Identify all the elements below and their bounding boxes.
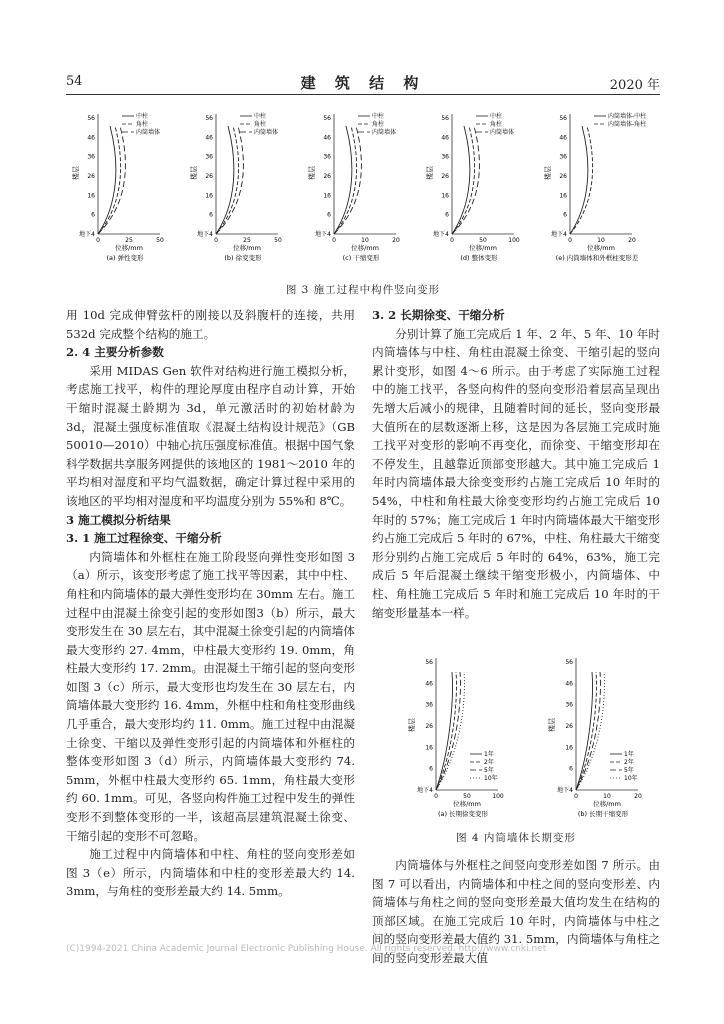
x-tick-label: 0 [96,237,100,244]
x-axis-label: 位移/mm [587,244,615,252]
y-tick-label: 26 [425,723,433,730]
x-tick-label: 0 [568,237,572,244]
series-curve [98,126,116,234]
y-tick-label: 26 [441,173,449,180]
x-axis-label: 位移/mm [115,244,143,252]
section-heading-3: 3 施工模拟分析结果 [66,512,171,527]
y-tick-label: 36 [425,701,433,709]
paragraph: 施工过程中内筒墙体和中柱、角柱的竖向变形差如图 3（e）所示，内筒墙体和中柱的变形差最大约 14. 3mm，与角柱的变形差最大约 14. 5mm。 [66,847,355,899]
y-tick-label: 地下4 [433,231,449,238]
y-tick-label: 地下4 [557,787,573,794]
running-header [66,72,660,94]
x-tick-label: 10 [361,237,369,244]
y-tick-label: 46 [205,134,213,142]
series-curve [576,672,596,790]
x-tick-label: 50 [479,237,487,244]
fig3-panel-5 [543,112,646,262]
legend-label: 中柱 [490,113,503,120]
y-tick-label: 16 [565,744,573,752]
y-tick-label: 46 [565,680,573,688]
y-tick-label: 6 [209,211,213,219]
panel-subtitle: (d) 整体变形 [460,254,498,262]
x-tick-label: 50 [274,237,282,244]
y-tick-label: 16 [425,744,433,752]
y-axis-label: 楼层 [72,166,80,180]
legend-label: 内筒墙体-中柱 [608,113,647,120]
y-tick-label: 56 [323,115,331,122]
y-tick-label: 地下4 [551,231,567,238]
legend-label: 5年 [484,767,494,774]
y-tick-label: 地下4 [197,231,213,238]
journal-year: 2020 年 [609,78,660,93]
legend-label: 10年 [624,775,638,782]
y-tick-label: 地下4 [315,231,331,238]
paragraph: 用 10d 完成伸臂弦杆的刚接以及斜腹杆的连接，共用 532d 完成整个结构的施工。 [66,308,355,341]
x-tick-label: 25 [243,237,251,244]
y-axis-label: 楼层 [408,718,416,732]
y-axis-label: 楼层 [190,166,198,180]
section-heading-3-2: 3. 2 长期徐变、干缩分析 [372,308,505,322]
x-tick-label: 0 [574,793,578,800]
y-tick-label: 16 [205,192,213,200]
x-tick-label: 20 [392,237,400,244]
y-tick-label: 46 [425,680,433,688]
x-tick-label: 50 [156,237,164,244]
panel-subtitle: (a) 长期徐变变形 [437,810,489,818]
y-tick-label: 16 [559,192,567,200]
x-axis-label: 位移/mm [593,800,621,808]
panel-subtitle: (c) 干缩变形 [342,254,380,262]
fig3-panel-1 [71,112,164,262]
series-curve [216,126,243,234]
legend-label: 1年 [484,751,494,758]
legend-label: 内筒墙体-角柱 [608,121,647,128]
y-tick-label: 26 [87,173,95,180]
fig3-panel-2 [189,112,282,262]
legend-label: 5年 [624,767,634,774]
y-axis-label: 楼层 [308,166,316,180]
fig4-panel-1 [407,658,504,818]
x-axis-label: 位移/mm [351,244,379,252]
y-tick-label: 46 [559,134,567,142]
section-heading-2-4: 2. 4 主要分析参数 [66,345,164,360]
fig3-panel-4 [425,112,520,262]
y-axis-label: 楼层 [426,166,434,180]
series-curve [436,672,456,790]
x-tick-label: 100 [492,793,504,800]
legend-label: 10年 [484,775,498,782]
figure-4-caption: 图 4 内筒墙体长期变形 [456,832,576,844]
y-tick-label: 26 [323,173,331,180]
x-axis-label: 位移/mm [233,244,261,252]
legend-label: 2年 [624,759,634,766]
y-tick-label: 16 [441,192,449,200]
x-tick-label: 25 [125,237,133,244]
panel-subtitle: (e) 内筒墙体和外框柱变形差 [555,254,639,262]
series-curve [216,126,239,234]
x-tick-label: 50 [463,793,471,800]
legend-label: 角柱 [372,121,385,128]
series-curve [98,126,121,234]
legend-label: 1年 [624,751,634,758]
series-curve [570,126,588,234]
legend-label: 内筒墙体 [372,129,397,136]
y-tick-label: 地下4 [417,787,433,794]
y-tick-label: 36 [205,153,213,161]
x-axis-label: 位移/mm [453,800,481,808]
y-tick-label: 6 [445,211,449,219]
y-axis-label: 楼层 [548,718,556,732]
y-tick-label: 36 [441,153,449,161]
y-tick-label: 6 [569,765,573,773]
y-tick-label: 26 [565,723,573,730]
y-tick-label: 56 [565,659,573,666]
figure-4 [400,652,680,827]
series-curve [216,126,234,234]
paragraph: 采用 MIDAS Gen 软件对结构进行施工模拟分析，考虑施工找平，构件的理论厚度由程序自动计算，开始干缩时混凝土龄期为 3d，单元激活时的初始材龄为 3d，混凝土强度标准值取《混凝土结构设计规范》（GB 50010—2010）中轴心抗压强度标准值。根据中国气象科学数据共享服务网提供的该地区的 1981～2010 年的平均相对湿度和平均气温数据，确定计算过程中采用的该地区的平均相对湿度和平均温度分别为 55%和 8℃。 [66,363,355,508]
legend-label: 内筒墙体 [254,129,279,136]
legend-label: 2年 [484,759,494,766]
legend-label: 角柱 [136,121,149,128]
fig4-panel-2 [547,658,642,818]
header-rule [66,94,660,95]
figure-3-caption: 图 3 施工过程中构件竖向变形 [285,284,441,296]
panel-subtitle: (b) 徐变变形 [224,254,262,262]
y-tick-label: 16 [87,192,95,200]
series-curve [98,126,125,234]
legend-label: 角柱 [490,121,503,128]
paragraph: 内筒墙体和外框柱在施工阶段竖向弹性变形如图 3（a）所示，该变形考虑了施工找平等因素，其中中柱、角柱和内筒墙体的最大弹性变形均在 30mm 左右。施工过程中由混凝土徐变引起的变形如图3（b）所示，最大变形发生在 30 层左右，其中混凝土徐变引起的内筒墙体最大变形约 27. 4mm，中柱最大变形约 19. 0mm，角柱最大变形约 17. 2mm。由混凝土干缩引起的竖向变形如图 3（c）所示，最大变形也均发生在 30 层左右，内筒墙体最大变形约 16. 4mm，外框中柱和角柱变形曲线几乎重合，最大变形均约 11. 0mm。施工过程中由混凝土徐变、干缩以及弹性变形引起的内筒墙体和外框柱的整体变形如图 3（d）所示，内筒墙体最大变形约 74. 5mm，外框中柱最大变形约 65. 1mm，角柱最大变形约 60. 1mm。可见，各竖向构件施工过程中发生的弹性变形不到整体变形的一半，该超高层建筑混凝土徐变、干缩引起的变形不可忽略。 [66,549,355,843]
page-number: 54 [66,74,83,89]
panel-subtitle: (b) 长期干缩变形 [577,810,629,818]
x-tick-label: 20 [634,793,642,800]
y-tick-label: 26 [205,173,213,180]
series-curve [452,126,479,234]
y-tick-label: 46 [323,134,331,142]
y-tick-label: 6 [563,211,567,219]
y-tick-label: 56 [425,659,433,666]
y-tick-label: 56 [559,115,567,122]
watermark: (C)1994-2021 China Academic Journal Electronic Publishing House. All rights reserved. http://www.cnki.net [66,944,547,954]
y-tick-label: 26 [559,173,567,180]
x-tick-label: 100 [508,237,520,244]
legend-label: 内筒墙体 [490,129,515,136]
paragraph: 分别计算了施工完成后 1 年、2 年、5 年、10 年时内筒墙体与中柱、角柱由混凝土徐变、干缩引起的竖向累计变形，如图 4～6 所示。由于考虑了实际施工过程中的施工找平，各竖向构件的竖向变形沿着层高呈现出先增大后减小的规律，且随着时间的延长，竖向变形最大值所在的层数逐渐上移，这是因为各层施工完成时施工找平对变形的影响不再变化，而徐变、干缩变形却在不停发生，且越靠近顶部变形越大。其中施工完成后 1 年时内筒墙体最大徐变变形约占施工完成后 10 年时的 54%，中柱和角柱最大徐变变形均约占施工完成后 10 年时的 57%；施工完成后 1 年时内筒墙体最大干缩变形约占施工完成后 5 年时的 67%，中柱、角柱最大干缩变形分别约占施工完成后 5 年时的 64%，63%，施工完成后 5 年后混凝土继续干缩变形极小，内筒墙体、中柱、角柱施工完成后 5 年时和施工完成后 10 年时的干缩变形量基本一样。 [372,326,660,620]
y-tick-label: 56 [87,115,95,122]
series-curve [452,126,475,234]
y-tick-label: 36 [323,153,331,161]
series-curve [334,126,352,234]
x-tick-label: 10 [597,237,605,244]
left-column [66,306,355,901]
y-tick-label: 36 [565,701,573,709]
x-axis-label: 位移/mm [469,244,497,252]
journal-title: 建 筑 结 构 [300,74,426,92]
fig3-panel-3 [307,112,400,262]
y-tick-label: 6 [91,211,95,219]
y-tick-label: 6 [327,211,331,219]
x-tick-label: 10 [603,793,611,800]
section-heading-3-1: 3. 1 施工过程徐变、干缩分析 [66,531,222,546]
y-tick-label: 6 [429,765,433,773]
y-tick-label: 46 [441,134,449,142]
series-curve [570,126,593,234]
y-tick-label: 36 [87,153,95,161]
x-tick-label: 0 [332,237,336,244]
y-tick-label: 36 [559,153,567,161]
series-curve [334,126,361,234]
x-tick-label: 0 [434,793,438,800]
legend-label: 内筒墙体 [136,129,161,136]
right-column-top [372,306,660,622]
y-tick-label: 56 [441,115,449,122]
y-tick-label: 16 [323,192,331,200]
x-tick-label: 20 [628,237,636,244]
panel-subtitle: (a) 弹性变形 [106,254,144,262]
legend-label: 中柱 [372,113,385,120]
y-tick-label: 56 [205,115,213,122]
legend-label: 中柱 [136,113,149,120]
y-tick-label: 地下4 [79,231,95,238]
figure-3 [66,104,660,276]
y-tick-label: 46 [87,134,95,142]
series-curve [334,126,357,234]
legend-label: 中柱 [254,113,267,120]
series-curve [452,126,470,234]
paragraph: 内筒墙体与外框柱之间竖向变形差如图 7 所示。由图 7 可以看出，内筒墙体和中柱之间的竖向变形差、内筒墙体与角柱之间的竖向变形差最大值均发生在结构的顶部区域。在施工完成后 10 年时，内筒墙体与中柱之间的竖向变形差最大值约 31. 5mm，内筒墙体与角柱之间的竖向变形差最大值 [372,858,660,965]
y-axis-label: 楼层 [544,166,552,180]
x-tick-label: 0 [214,237,218,244]
x-tick-label: 0 [450,237,454,244]
legend-label: 角柱 [254,121,267,128]
